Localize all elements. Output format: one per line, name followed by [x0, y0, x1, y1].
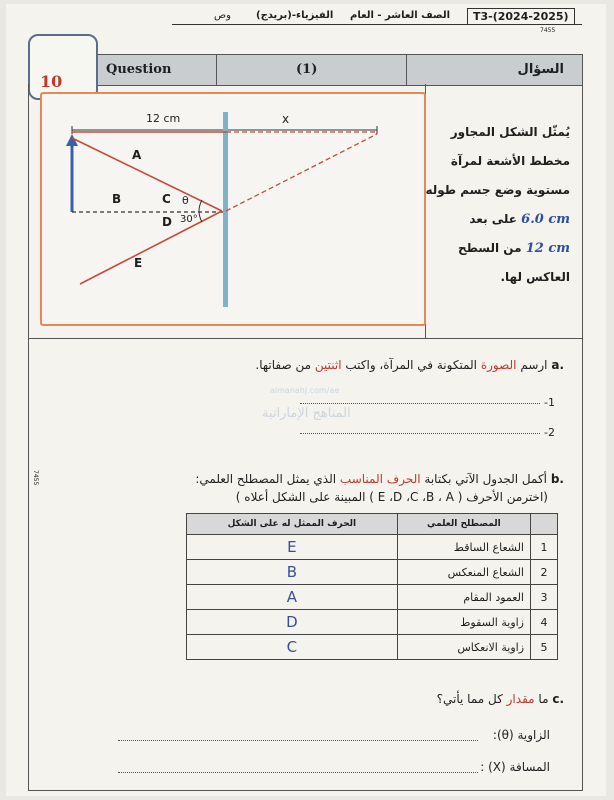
- terms-table: [186, 513, 558, 660]
- term-cell: الشعاع الساقط: [397, 535, 530, 560]
- ray-diagram-svg: [42, 94, 424, 324]
- answer-line-1[interactable]: [300, 403, 540, 404]
- answer-cell[interactable]: D: [187, 610, 398, 635]
- answer-cell[interactable]: B: [187, 560, 398, 585]
- desc-line: مخطط الأشعة لمرآة: [450, 154, 570, 168]
- question-number: (1): [296, 62, 318, 77]
- height-value: 6.0 cm: [521, 212, 570, 227]
- watermark-url: almanahj.com/ae: [270, 386, 340, 395]
- col-header-term: المصطلح العلمي: [397, 514, 530, 535]
- desc-line: يُمثّل الشكل المجاور: [450, 125, 570, 139]
- table-row: [187, 560, 558, 585]
- score-value: 10: [40, 72, 63, 91]
- ray-label-e: E: [134, 256, 143, 270]
- part-a-prompt: a. ارسم الصورة المتكونة في المرآة، واكتب اثنتين من صفاتها.: [255, 358, 564, 372]
- term-cell: العمود المقام: [397, 585, 530, 610]
- part-b-hint: (اخترمن الأحرف ( E ،D ،C ،B ، A ) المبينة على الشكل أعلاه ): [235, 490, 548, 504]
- distance-value: 12 cm: [525, 241, 570, 256]
- col-header-num: [531, 514, 558, 535]
- angle-value: 30°: [180, 214, 198, 225]
- watermark-text: المناهج الإماراتية: [262, 406, 351, 421]
- theta-label: θ: [182, 194, 189, 207]
- question-bar: [95, 54, 583, 86]
- answer-line-2-num: -2: [544, 426, 555, 439]
- ray-e: [80, 211, 222, 284]
- table-row: [187, 635, 558, 660]
- table-row: [187, 585, 558, 610]
- angle-arc: [199, 200, 202, 222]
- header-code: 7455: [540, 27, 556, 34]
- question-label: Question: [106, 62, 172, 77]
- table-row: [187, 535, 558, 560]
- section-divider: [28, 338, 583, 339]
- ray-diagram: [40, 92, 426, 326]
- desc-line: 12 cm من السطح: [457, 241, 570, 256]
- ray-a: [72, 138, 222, 211]
- answer-line-1-num: -1: [544, 396, 555, 409]
- row-number: 2: [531, 560, 558, 585]
- question-label-ar: السؤال: [517, 62, 564, 77]
- distance-label: 12 cm: [146, 112, 181, 125]
- term-cell: زاوية السقوط: [397, 610, 530, 635]
- term-label: T3-(2024-2025): [467, 8, 575, 25]
- item-distance-label: المسافة (X) :: [480, 760, 550, 774]
- table-row: [187, 610, 558, 635]
- desc-line: 6.0 cm على بعد: [469, 212, 570, 227]
- ray-label-a: A: [132, 148, 142, 162]
- row-number: 3: [531, 585, 558, 610]
- term-cell: الشعاع المنعكس: [397, 560, 530, 585]
- row-number: 1: [531, 535, 558, 560]
- part-b-prompt: b. أكمل الجدول الآتي بكتابة الحرف المناسب الذي يمثل المصطلح العلمي:: [195, 472, 564, 486]
- col-header-letter: الحرف الممثل له على الشكل: [187, 514, 398, 535]
- problem-description: [420, 118, 570, 292]
- term-cell: زاوية الانعكاس: [397, 635, 530, 660]
- part-c-prompt: c. ما مقدار كل مما يأتي؟: [436, 692, 564, 706]
- answer-cell[interactable]: C: [187, 635, 398, 660]
- x-label: x: [282, 112, 290, 126]
- bar-divider: [406, 55, 407, 85]
- angle-answer-line[interactable]: [118, 740, 478, 741]
- side-code: 7455: [32, 470, 39, 486]
- subject-label: الفيزياء-(بريدج): [256, 10, 334, 21]
- desc-line: العاكس لها.: [500, 270, 570, 284]
- virtual-ray: [226, 134, 377, 211]
- answer-line-2[interactable]: [300, 433, 540, 434]
- item-angle-label: الزاوية (θ):: [492, 728, 550, 742]
- ray-label-c: C: [162, 192, 171, 206]
- answer-cell[interactable]: A: [187, 585, 398, 610]
- row-number: 5: [531, 635, 558, 660]
- bar-divider: [216, 55, 217, 85]
- ray-label-b: B: [112, 192, 122, 206]
- desc-line: مستوية وضع جسم طوله: [425, 183, 570, 197]
- row-number: 4: [531, 610, 558, 635]
- ray-label-d: D: [162, 215, 172, 229]
- answer-cell[interactable]: E: [187, 535, 398, 560]
- mirror: [223, 112, 228, 307]
- grade-label: الصف العاشر - العام: [350, 10, 451, 21]
- distance-answer-line[interactable]: [118, 772, 478, 773]
- header-tag: وص: [214, 10, 231, 21]
